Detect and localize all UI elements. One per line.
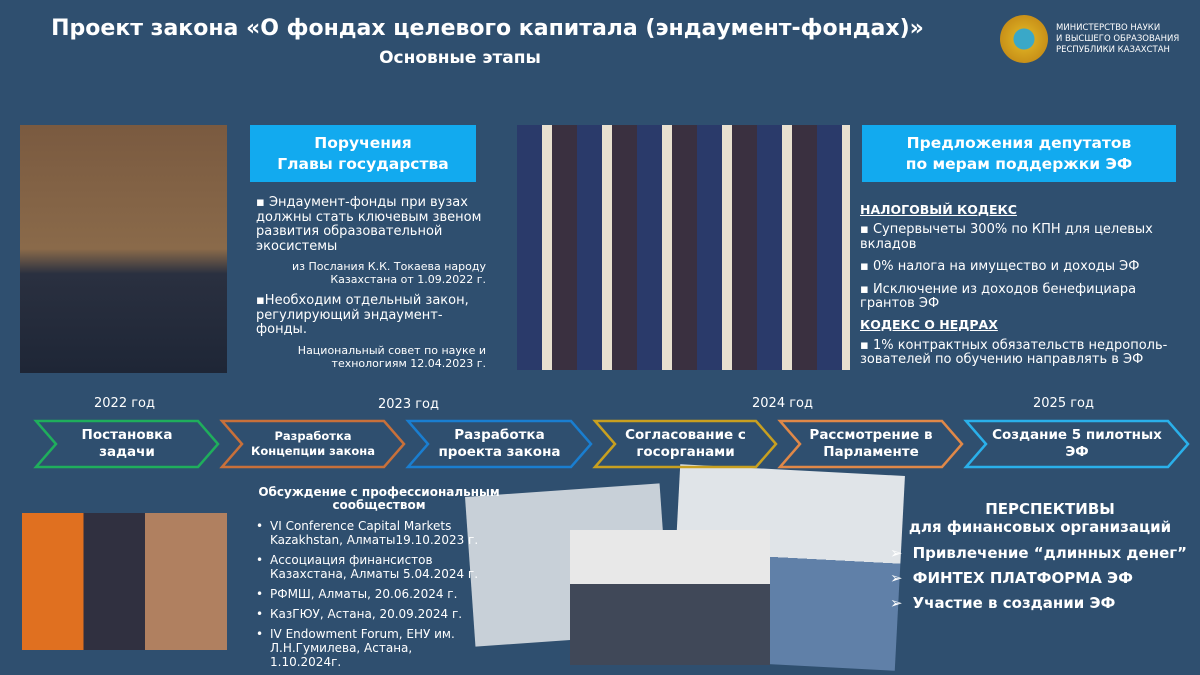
subsoil-code-title: КОДЕКС О НЕДРАХ [860,316,998,332]
ministry-line: РЕСПУБЛИКИ КАЗАХСТАН [1056,44,1170,55]
discussion-item: • VI Conference Capital Markets Kazakhstan, Алматы19.10.2023 г. [254,519,484,547]
discussion-list [254,519,484,675]
ministry-line: И ВЫСШЕГО ОБРАЗОВАНИЯ [1056,33,1180,44]
page-title: Проект закона «О фондах целевого капитала (эндаумент-фондах)» [51,16,924,41]
prospects-title: ПЕРСПЕКТИВЫ [985,500,1115,518]
stage-label: Рассмотрение в Парламенте [809,427,933,460]
page-subtitle: Основные этапы [379,48,541,68]
arrow-bullet-icon: ➢ [890,594,903,612]
stage-label: Создание 5 пилотных ЭФ [992,427,1162,460]
year-label: 2022 год [94,396,155,411]
ministry-line: МИНИСТЕРСТВО НАУКИ [1056,22,1161,33]
tax-item: ▪ Супервычеты 300% по КПН для целевых вкладов [860,222,1153,252]
discussion-item: • РФМШ, Алматы, 20.06.2024 г. [254,587,484,601]
proposals-heading: Предложения депутатов по мерам поддержки ЭФ [862,125,1176,182]
orders-item: ▪ Эндаумент-фонды при вузах должны стать ключевым звеном развития образовательной экосистемы [256,195,482,254]
arrow-bullet-icon: ➢ [890,544,903,562]
orders-source: из Послания К.К. Токаева народу Казахстана от 1.09.2022 г. [292,260,486,286]
tax-item: ▪ 0% налога на имущество и доходы ЭФ [860,259,1140,274]
subsoil-item: ▪ 1% контрактных обязательств недрополь-зователей по обучению направлять в ЭФ [860,337,1168,367]
prospects-item: Привлечение “длинных денег” [912,544,1187,562]
year-label: 2024 год [752,396,813,411]
prospects [890,500,1190,619]
stage-label: Согласование с госорганами [625,427,746,460]
orders-source: Национальный совет по науке и технологиям 12.04.2023 г. [297,343,486,370]
stage-label: Разработка проекта закона [438,427,561,460]
discussion-heading: Обсуждение с профессиональным сообществом [258,485,500,512]
arrow-bullet-icon: ➢ [890,569,903,587]
stage-label: Постановка задачи [81,427,173,460]
discussion-item: • КазГЮУ, Астана, 20.09.2024 г. [254,607,484,621]
year-label: 2023 год [378,397,439,412]
year-label: 2025 год [1033,396,1094,411]
prospects-item: Участие в создании ЭФ [912,594,1116,612]
stage-label: Разработка Концепции закона [250,429,375,458]
prospects-item: ФИНТЕХ ПЛАТФОРМА ЭФ [912,569,1133,587]
orders-heading: Поручения Главы государства [250,125,476,182]
orders-item: ▪Необходим отдельный закон, регулирующий эндаумент-фонды. [256,293,469,337]
prospects-subtitle: для финансовых организаций [908,518,1172,536]
discussion-item: • IV Endowment Forum, ЕНУ им. Л.Н.Гумилева, Астана, 1.10.2024г. [254,627,484,669]
tax-code-title: НАЛОГОВЫЙ КОДЕКС [860,202,1017,217]
discussion-item: • Ассоциация финансистов Казахстана, Алматы 5.04.2024 г. [254,553,484,581]
tax-item: ▪ Исключение из доходов бенефициара грантов ЭФ [860,281,1137,311]
